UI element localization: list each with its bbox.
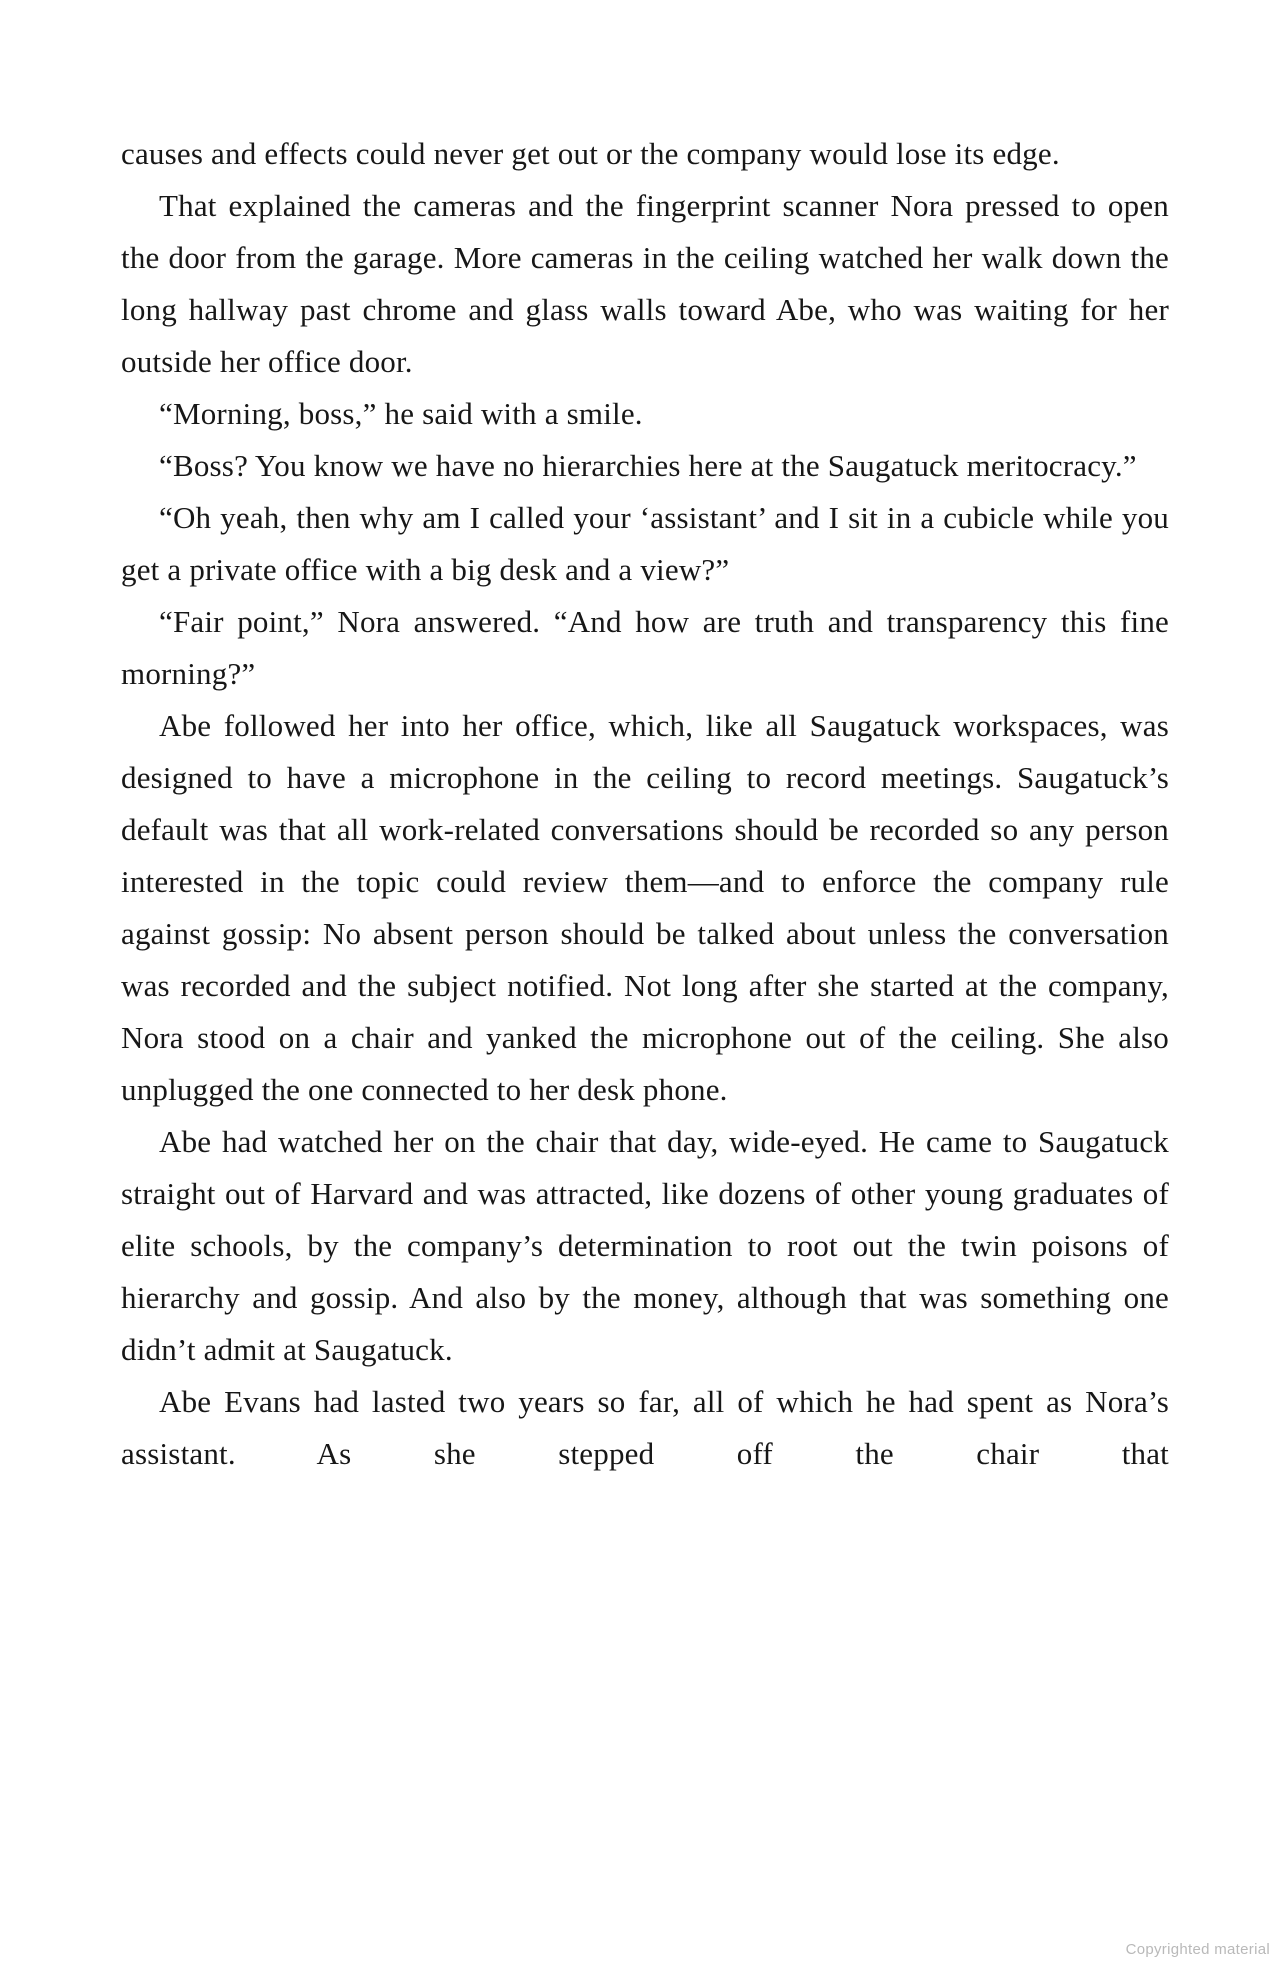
paragraph: “Boss? You know we have no hierarchies here at the Saugatuck meritocracy.” bbox=[159, 448, 1137, 483]
paragraph: Abe Evans had lasted two years so far, all of which he had spent as Nora’s assistant. As she stepped off the chair that bbox=[121, 1384, 1169, 1471]
paragraph: That explained the cameras and the fingerprint scanner Nora pressed to open the door from the garage. More cameras in the ceiling watched her walk down the long hallway past chrome and glass walls toward Abe, who was waiting for her outside her office door. bbox=[121, 188, 1169, 379]
page-text-block bbox=[121, 128, 1169, 1480]
paragraph: “Morning, boss,” he said with a smile. bbox=[159, 396, 643, 431]
paragraph: causes and effects could never get out or the company would lose its edge. bbox=[121, 136, 1060, 171]
paragraph: “Oh yeah, then why am I called your ‘assistant’ and I sit in a cubicle while you get a private office with a big desk and a view?” bbox=[121, 500, 1169, 587]
paragraph: Abe followed her into her office, which, like all Saugatuck workspaces, was designed to have a microphone in the ceiling to record meetings. Saugatuck’s default was that all work-related conversations should be recorded so any person interested in the topic could review them—and to enforce the company rule against gossip: No absent person should be talked about unless the conversation was recorded and the subject notified. Not long after she started at the company, Nora stood on a chair and yanked the microphone out of the ceiling. She also unplugged the one connected to her desk phone. bbox=[121, 708, 1169, 1107]
paragraph: Abe had watched her on the chair that day, wide-eyed. He came to Saugatuck straight out of Harvard and was attracted, like dozens of other young graduates of elite schools, by the company’s determination to root out the twin poisons of hierarchy and gossip. And also by the money, although that was something one didn’t admit at Saugatuck. bbox=[121, 1124, 1169, 1367]
copyright-notice: Copyrighted material bbox=[1125, 1941, 1270, 1958]
paragraph: “Fair point,” Nora answered. “And how are truth and transparency this fine morning?” bbox=[121, 604, 1169, 691]
